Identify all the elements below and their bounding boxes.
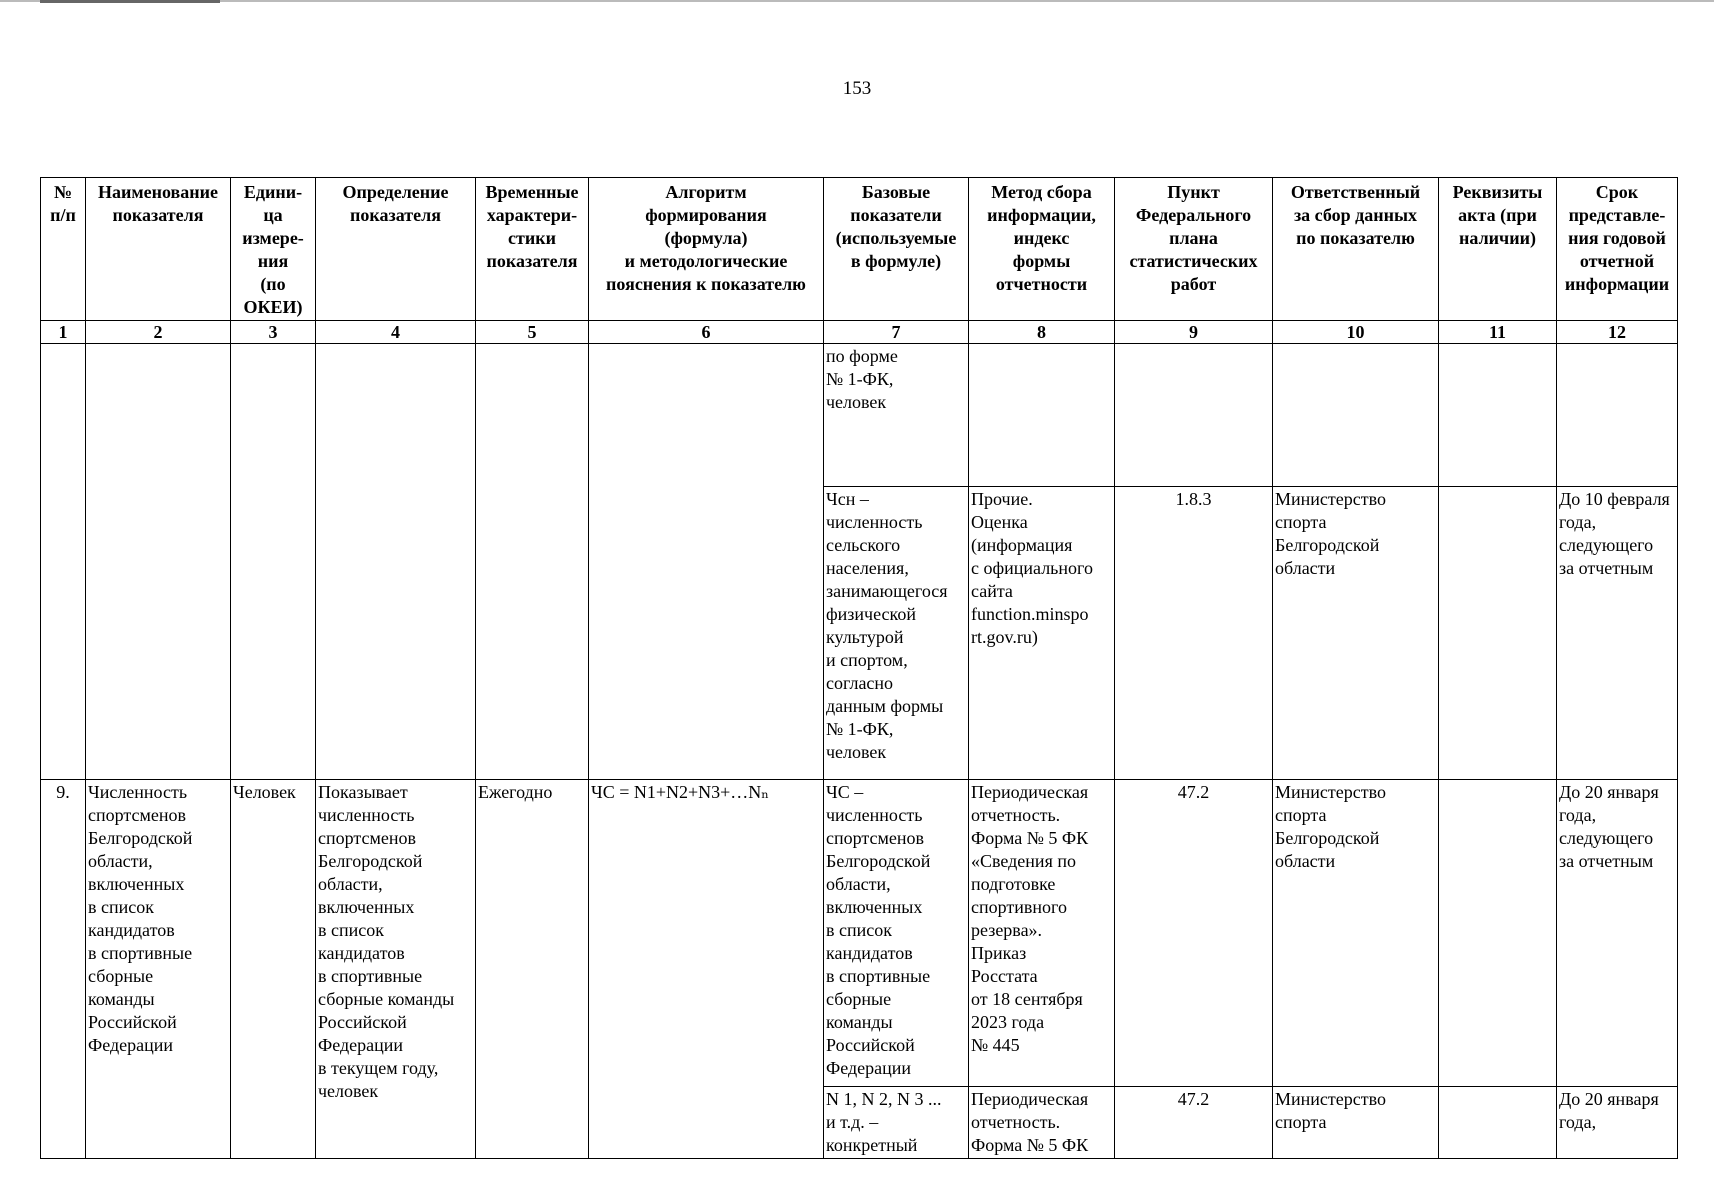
- formula-cell: [589, 344, 824, 780]
- header-cell: Временные характери- стики показателя: [476, 178, 589, 321]
- column-number: 9: [1115, 321, 1273, 344]
- column-number-row: [41, 321, 1678, 344]
- num-cell: 9.: [41, 780, 86, 1159]
- column-number: 1: [41, 321, 86, 344]
- act-cell: [1439, 487, 1557, 780]
- header-cell: Едини- ца измере- ния (по ОКЕИ): [231, 178, 316, 321]
- indicator-table: [40, 177, 1678, 1159]
- header-cell: Базовые показатели (используемые в формуле): [824, 178, 969, 321]
- column-number: 10: [1273, 321, 1439, 344]
- time-cell: [476, 344, 589, 780]
- column-number: 11: [1439, 321, 1557, 344]
- column-number: 3: [231, 321, 316, 344]
- header-cell: Определение показателя: [316, 178, 476, 321]
- act-cell: [1439, 780, 1557, 1087]
- column-number: 2: [86, 321, 231, 344]
- definition-cell: Показывает численность спортсменов Белгородской области, включенных в список кандидатов в спортивные сборные команды Российской Федерации в текущем году, человек: [316, 780, 476, 1159]
- header-cell: Реквизиты акта (при наличии): [1439, 178, 1557, 321]
- act-cell: [1439, 1087, 1557, 1159]
- responsible-cell: Министерство спорта: [1273, 1087, 1439, 1159]
- header-cell: № п/п: [41, 178, 86, 321]
- base-indicator-cell: N 1, N 2, N 3 ... и т.д. – конкретный: [824, 1087, 969, 1159]
- deadline-cell: До 20 января года, следующего за отчетным: [1557, 780, 1678, 1087]
- column-number: 5: [476, 321, 589, 344]
- responsible-cell: Министерство спорта Белгородской области: [1273, 487, 1439, 780]
- method-cell: Прочие. Оценка (информация с официального сайта function.minspo rt.gov.ru): [969, 487, 1115, 780]
- header-cell: Наименование показателя: [86, 178, 231, 321]
- unit-cell: Человек: [231, 780, 316, 1159]
- base-indicator-cell: ЧС – численность спортсменов Белгородской области, включенных в список кандидатов в спортивные сборные команды Российской Федерации: [824, 780, 969, 1087]
- page-top-mark: [40, 0, 220, 3]
- time-cell: Ежегодно: [476, 780, 589, 1159]
- method-cell: [969, 344, 1115, 487]
- formula-cell: ЧС = N1+N2+N3+…Nₙ: [589, 780, 824, 1159]
- plan-item-cell: 1.8.3: [1115, 487, 1273, 780]
- deadline-cell: [1557, 344, 1678, 487]
- header-cell: Ответственный за сбор данных по показателю: [1273, 178, 1439, 321]
- column-number: 8: [969, 321, 1115, 344]
- deadline-cell: До 20 января года,: [1557, 1087, 1678, 1159]
- responsible-cell: [1273, 344, 1439, 487]
- method-cell: Периодическая отчетность. Форма № 5 ФК: [969, 1087, 1115, 1159]
- table-row: [41, 344, 1678, 487]
- base-indicator-cell: Чсн – численность сельского населения, занимающегося физической культурой и спортом, согласно данным формы № 1-ФК, человек: [824, 487, 969, 780]
- deadline-cell: До 10 февраля года, следующего за отчетным: [1557, 487, 1678, 780]
- header-cell: Пункт Федерального плана статистических работ: [1115, 178, 1273, 321]
- page-number: 153: [842, 78, 872, 99]
- table-row: [41, 780, 1678, 1087]
- header-row: [41, 178, 1678, 321]
- responsible-cell: Министерство спорта Белгородской области: [1273, 780, 1439, 1087]
- header-cell: Срок представле- ния годовой отчетной информации: [1557, 178, 1678, 321]
- column-number: 7: [824, 321, 969, 344]
- column-number: 4: [316, 321, 476, 344]
- page-top-edge: [0, 0, 1714, 2]
- name-cell: Численность спортсменов Белгородской области, включенных в список кандидатов в спортивные сборные команды Российской Федерации: [86, 780, 231, 1159]
- num-cell: [41, 344, 86, 780]
- plan-item-cell: [1115, 344, 1273, 487]
- column-number: 12: [1557, 321, 1678, 344]
- name-cell: [86, 344, 231, 780]
- column-number: 6: [589, 321, 824, 344]
- definition-cell: [316, 344, 476, 780]
- plan-item-cell: 47.2: [1115, 780, 1273, 1087]
- unit-cell: [231, 344, 316, 780]
- base-indicator-cell: по форме № 1-ФК, человек: [824, 344, 969, 487]
- plan-item-cell: 47.2: [1115, 1087, 1273, 1159]
- header-cell: Алгоритм формирования (формула) и методологические пояснения к показателю: [589, 178, 824, 321]
- act-cell: [1439, 344, 1557, 487]
- method-cell: Периодическая отчетность. Форма № 5 ФК «Сведения по подготовке спортивного резерва». Приказ Росстата от 18 сентября 2023 года № 445: [969, 780, 1115, 1087]
- header-cell: Метод сбора информации, индекс формы отчетности: [969, 178, 1115, 321]
